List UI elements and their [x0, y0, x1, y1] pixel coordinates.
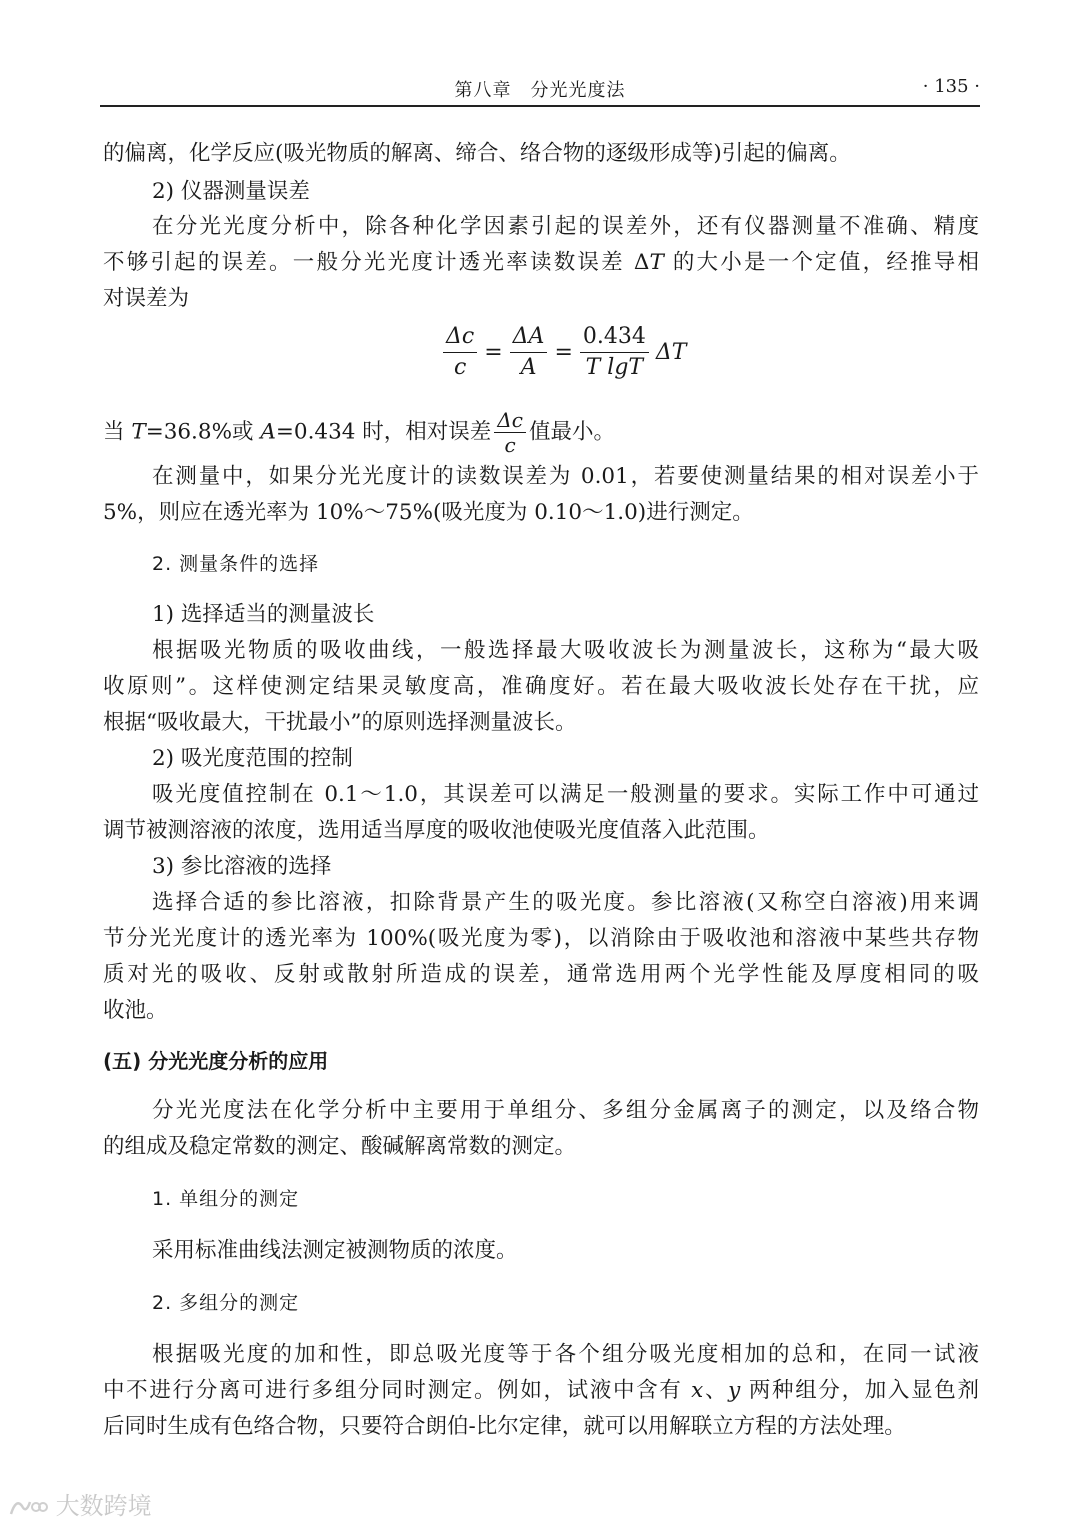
chapter-title: 第八章 分光光度法	[454, 80, 626, 101]
subheading-reference-solution: 3) 参比溶液的选择	[152, 854, 332, 879]
text-line: 在分光光度分析中，除各种化学因素引起的误差外，还有仪器测量不准确、精度	[152, 214, 979, 239]
header-rule	[100, 105, 980, 107]
text-line: 收原则”。这样使测定结果灵敏度高，准确度好。若在最大吸收波长处存在干扰，应	[103, 674, 979, 699]
text-line: 后同时生成有色络合物，只要符合朗伯-比尔定律，就可以用解联立方程的方法处理。	[103, 1414, 906, 1439]
subheading-instrument-error: 2) 仪器测量误差	[152, 179, 310, 204]
text-line: 在测量中，如果分光光度计的读数误差为 0.01，若要使测量结果的相对误差小于	[152, 464, 979, 489]
text-line: 吸光度值控制在 0.1～1.0，其误差可以满足一般测量的要求。实际工作中可通过	[152, 782, 979, 807]
text-line: 不够引起的误差。一般分光光度计透光率读数误差 ΔT 的大小是一个定值，经推导相	[103, 250, 979, 275]
fraction-dc-c-inline: $\frac{\Delta c}{c}$	[494, 408, 526, 457]
page-header	[100, 76, 980, 104]
page-number: · 135 ·	[922, 76, 980, 97]
section-heading-applications: (五) 分光光度分析的应用	[103, 1049, 329, 1073]
relative-error-formula: $\frac{\Delta c}{c}$ = $\frac{\Delta A}{A}$ = $\frac{0.434}{\text{T lgT}}$ ΔT	[440, 322, 700, 383]
text-line: 的组成及稳定常数的测定、酸碱解离常数的测定。	[103, 1134, 577, 1159]
fraction-constant: $\frac{0.434}{\text{T lgT}}$	[580, 322, 649, 383]
text-line: 选择合适的参比溶液，扣除背景产生的吸光度。参比溶液(又称空白溶液)用来调	[152, 890, 979, 915]
fraction-da-a: $\frac{\Delta A}{A}$	[510, 322, 548, 383]
text-line: 对误差为	[103, 286, 190, 311]
section-heading-measurement-conditions: 2. 测量条件的选择	[152, 553, 320, 575]
text-line: 采用标准曲线法测定被测物质的浓度。	[152, 1238, 518, 1263]
subheading-wavelength: 1) 选择适当的测量波长	[152, 602, 375, 627]
text-line: 中不进行分离可进行多组分同时测定。例如，试液中含有 x、y 两种组分，加入显色剂	[103, 1378, 979, 1403]
watermark-logo-icon	[8, 1494, 48, 1520]
section-heading-multi-component: 2. 多组分的测定	[152, 1292, 300, 1314]
text-line: 调节被测溶液的浓度，选用适当厚度的吸收池使吸光度值落入此范围。	[103, 818, 770, 843]
text-line: 根据吸光物质的吸收曲线，一般选择最大吸收波长为测量波长，这称为“最大吸	[152, 638, 979, 663]
fraction-dc-c: $\frac{\Delta c}{c}$	[443, 322, 477, 383]
text-line: 根据吸光度的加和性，即总吸光度等于各个组分吸光度相加的总和，在同一试液	[152, 1342, 979, 1367]
text-line: 根据“吸收最大，干扰最小”的原则选择测量波长。	[103, 710, 577, 735]
subheading-absorbance-range: 2) 吸光度范围的控制	[152, 746, 353, 771]
text-line: 节分光光度计的透光率为 100%(吸光度为零)，以消除由于吸收池和溶液中某些共存物	[103, 926, 979, 951]
section-heading-single-component: 1. 单组分的测定	[152, 1188, 300, 1210]
watermark	[8, 1486, 152, 1521]
text-line: 5%，则应在透光率为 10%～75%(吸光度为 0.10～1.0)进行测定。	[103, 500, 754, 525]
text-line: 收池。	[103, 998, 168, 1023]
text-line: 的偏离，化学反应(吸光物质的解离、缔合、络合物的逐级形成等)引起的偏离。	[103, 141, 851, 166]
text-line-minimum-error: 当 T=36.8%或 A=0.434 时，相对误差 $\frac{\Delta c}{c}$ 值最小。	[103, 408, 615, 457]
text-line: 分光光度法在化学分析中主要用于单组分、多组分金属离子的测定，以及络合物	[152, 1098, 979, 1123]
watermark-text: 大数跨境	[55, 1492, 152, 1520]
text-line: 质对光的吸收、反射或散射所造成的误差，通常选用两个光学性能及厚度相同的吸	[103, 962, 979, 987]
